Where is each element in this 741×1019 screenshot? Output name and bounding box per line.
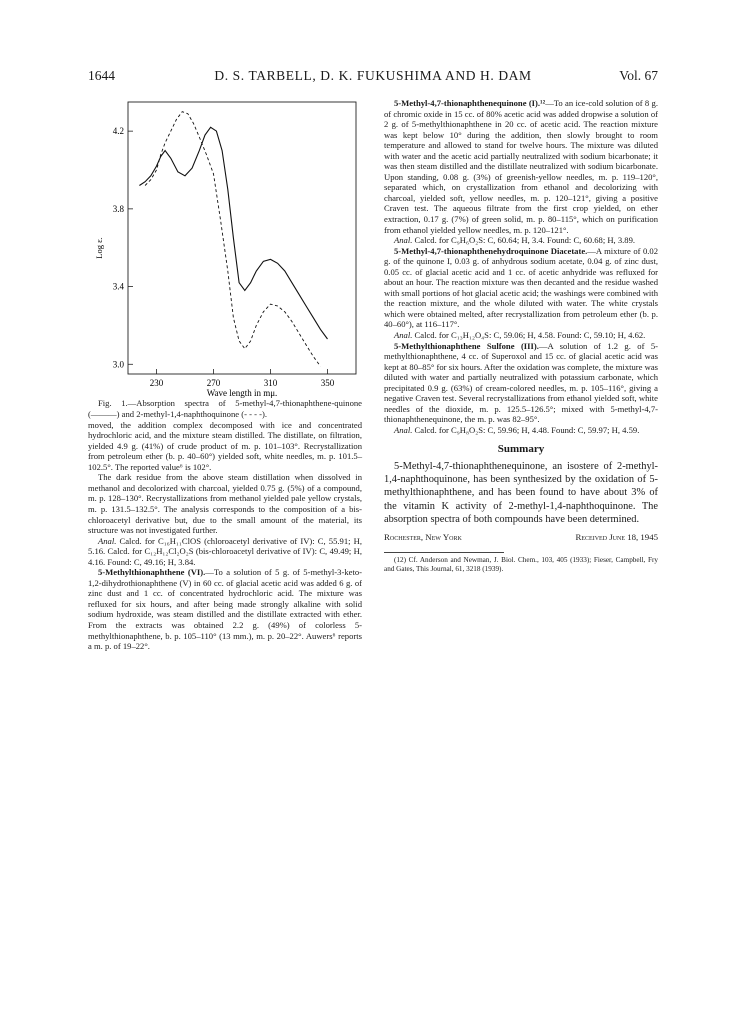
section-title-sulfone: 5-Methylthionaphthene Sulfone (III). (394, 340, 539, 351)
summary-text: 5-Methyl-4,7-thionaphthenequinone, an isostere of 2-methyl-1,4-naphthoquinone, has been synthesized by the oxidation of 5-methylthionaphthene, and has been found to have about 3% of the vitamin K activity of 2-methyl-1,4-naphthoquinone. The absorption spectra of both compounds have been determined. (384, 461, 658, 525)
footnote-rule (384, 552, 504, 553)
footnote-12: (12) Cf. Anderson and Newman, J. Biol. Chem., 103, 405 (1933); Fieser, Campbell, Fry and Gates, This Journal, 61, 3218 (1939). (384, 556, 658, 574)
anal-label: Anal. (98, 535, 117, 546)
right-paragraph-2 (384, 246, 658, 330)
page-number: 1644 (88, 68, 115, 83)
left-paragraph-2: The dark residue from the above steam distillation when dissolved in methanol and decolorized with charcoal, yielded 0.75 g. (5%) of a compound, m. p. 128–130°. Recrystallizations from methanol yielded pale yellow crystals, m. p. 131.5–132.5°. The analysis corresponds to the composition of a bis-chloroacetyl derivative but, due to the small amount of the material, its structure was not investigated further. (88, 472, 362, 536)
y-tick-label: 3.4 (112, 281, 124, 292)
running-head-authors: D. S. TARBELL, D. K. FUKUSHIMA AND H. DAM (214, 68, 532, 83)
right-column (384, 98, 658, 574)
summary-heading: Summary (497, 442, 545, 455)
anal-label: Anal. (394, 330, 413, 341)
y-axis-ticks (113, 126, 133, 369)
location: Rochester, New York (384, 532, 462, 543)
x-tick-label: 350 (320, 378, 335, 388)
anal-text: Calcd. for C₉H₈O₂S: C, 59.96; H, 4.48. Found: C, 59.97; H, 4.59. (414, 424, 640, 435)
absorption-spectra-figure (88, 98, 362, 398)
section-title-hydroquinone-diacetate: 5-Methyl-4,7-thionaphthenehydroquinone Diacetate. (394, 245, 588, 256)
plot-frame (128, 102, 356, 374)
running-head (88, 68, 658, 86)
right-analysis-2 (384, 330, 658, 341)
anal-label: Anal. (394, 424, 413, 435)
x-axis-ticks (150, 369, 335, 388)
x-tick-label: 310 (263, 378, 278, 388)
section-text: —To an ice-cold solution of 8 g. of chromic oxide in 15 cc. of 80% acetic acid was added dropwise a solution of 2 g. of 5-methylthionaphthene in 20 cc. of acetic acid. The reaction mixture was kept below 10° during the addition, then slowly brought to room temperature and allowed to stand for twelve hours. The mixture was diluted with water and the acetic acid partially neutralized with sodium bicarbonate; it was then steam distilled and the distillate neutralized with sodium bicarbonate. Upon standing, 0.08 g. (3%) of greenish-yellow needles, m. p. 119–120°, separated which, on crystallization from ethanol and decolorizing with charcoal, yielded soft, yellow needles, m. p. 120–121°, giving a positive Craven test. The aqueous filtrate from the first crop yielded, on ether extraction, 0.17 g. (7%) of green solid, m. p. 80–115°, which on purification from ethanol yielded yellow needles, m. p. 120–121°. (384, 98, 658, 235)
anal-label: Anal. (394, 235, 413, 246)
anal-text: Calcd. for C₁₆H₁₁ClOS (chloroacetyl derivative of IV): C, 55.91; H, 5.16. Calcd. for C₁₂H₁₂Cl₂O₂S (bis-chloroacetyl derivative of IV): C, 49.49; H, 4.16. Found: C, 49.16; H, 3.84. (88, 535, 362, 567)
section-text: —A mixture of 0.02 g. of the quinone I, 0.03 g. of anhydrous sodium acetate, 0.04 g. of zinc dust, 0.05 cc. of glacial acetic acid and 1 cc. of acetic anhydride was refluxed for about an hour. The reaction mixture was then decanted and the residue washed with small portions of hot glacial acetic acid; the washings were combined with the reaction mixture, and the whole diluted with water. The white crystals which were obtained melted, after recrystallization from petroleum ether (b. p. 40–60°), at 116–117°. (384, 245, 658, 330)
left-column (88, 98, 362, 652)
section-text: —To a solution of 5 g. of 5-methyl-3-keto-1,2-dihydrothionaphthene (V) in 60 cc. of glacial acetic acid was added 6 g. of zinc dust and 1 cc. of concentrated hydrochloric acid. The mixture was refluxed for six hours, and after being made strongly alkaline with solid sodium hydroxide, was steam distilled and the distillate extracted with ether. From the extracts was obtained 2.2 g. (49%) of colorless 5-methylthionaphthene, b. p. 105–110° (13 mm.), m. p. 20–22°. Auwers⁶ reports a m. p. of 19–22°. (88, 567, 362, 652)
right-paragraph-1 (384, 98, 658, 235)
signature-line (384, 532, 658, 546)
series-line-naphthoquinone (145, 112, 320, 367)
section-title-thionaphthenequinone: 5-Methyl-4,7-thionaphthenequinone (I).¹² (394, 98, 546, 108)
y-tick-label: 3.0 (112, 359, 124, 370)
absorption-spectra-chart (88, 98, 362, 398)
volume-label: Vol. 67 (619, 68, 658, 83)
right-analysis-3 (384, 425, 658, 436)
y-tick-label: 3.8 (112, 203, 124, 214)
section-title-methylthionaphthene: 5-Methylthionaphthene (VI). (98, 567, 206, 578)
received-date: Received June 18, 1945 (575, 532, 658, 543)
y-axis-label: Log ε. (94, 237, 104, 259)
anal-text: Calcd. for C₁₃H₁₂O₄S: C, 59.06; H, 4.58. Found: C, 59.10; H, 4.62. (414, 330, 646, 341)
series-line-thionaphthenequinone (139, 127, 327, 339)
right-analysis-1 (384, 235, 658, 246)
left-paragraph-1: moved, the addition complex decomposed with ice and concentrated hydrochloric acid, and the mixture steam distilled. The distillate, on filtration, yielded 4.9 g. (41%) of crude product of m. p. 101–103°. Recrystallization from petroleum ether (b. p. 40–60°) yielded soft, white needles, m. p. 101.5–102.5°. The reported value⁶ is 102°. (88, 419, 362, 472)
y-tick-label: 4.2 (112, 126, 124, 137)
figure-caption: Fig. 1.—Absorption spectra of 5-methyl-4,7-thionaphthene-quinone (———) and 2-methyl-1,4-naphthoquinone (- - - -). (88, 398, 362, 419)
x-axis-label: Wave length in mμ. (206, 388, 278, 398)
x-tick-label: 270 (206, 378, 221, 388)
right-paragraph-3 (384, 341, 658, 425)
left-paragraph-3 (88, 567, 362, 651)
section-text: —A solution of 1.2 g. of 5-methylthionaphthene, 4 cc. of Superoxol and 15 cc. of glacial acetic acid was kept at 80–85° for six hours. After the oxidation was complete, the mixture was diluted with water and partially neutralized with potassium carbonate, which precipitated 0.9 g. (63%) of cream-colored needles, m. p. 105–116°, giving a negative Craven test. Several recrystallizations from ethanol yielded soft, white needles of the dioxide, m. p. 125.5–126.5°; mixed with 5-methyl-4,7-thionaphthenequinone, the m. p. was 82–95°. (384, 340, 659, 425)
anal-text: Calcd. for C₉H₆O₂S: C, 60.64; H, 3.4. Found: C, 60.68; H, 3.89. (414, 235, 636, 246)
x-tick-label: 230 (149, 378, 164, 388)
left-analysis-1 (88, 536, 362, 568)
